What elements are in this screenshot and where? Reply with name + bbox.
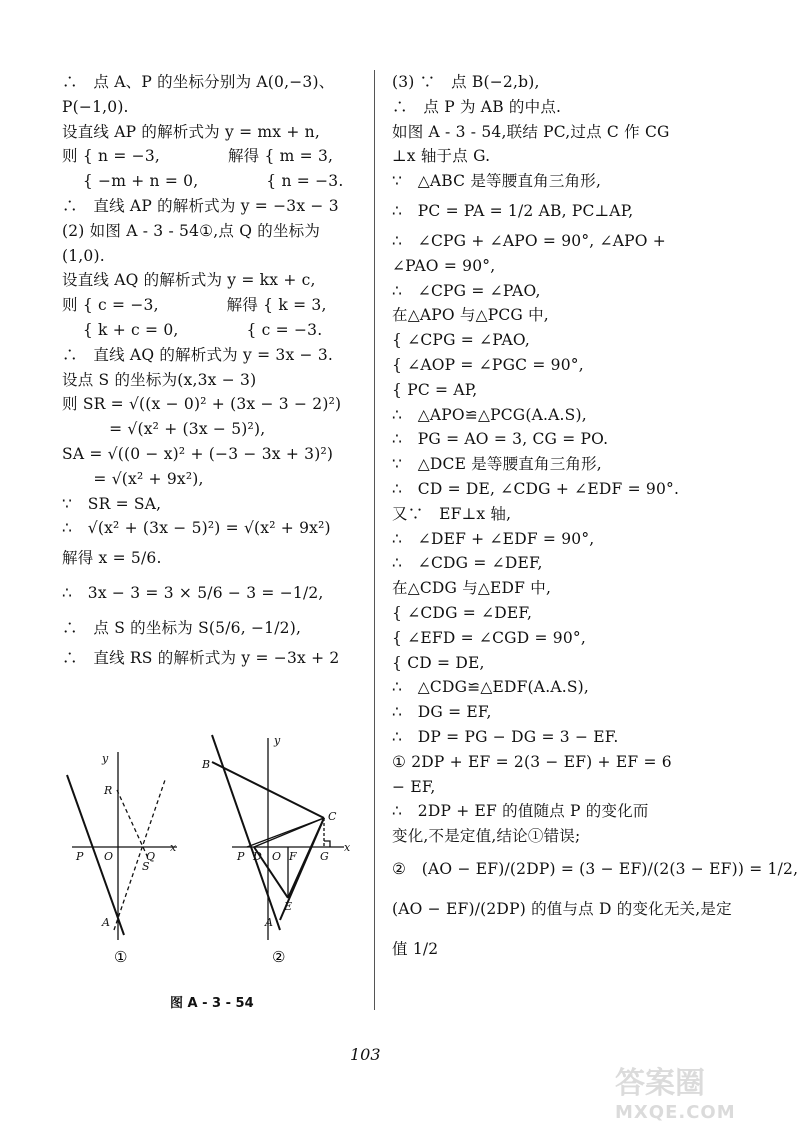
left-line: ∴ 点 S 的坐标为 S(5/6, −1/2), [62,619,302,638]
left-line: { k + c = 0, { c = −3. [62,320,323,339]
fig1-label-x: x [170,841,177,854]
left-line: 设直线 AQ 的解析式为 y = kx + c, [62,271,316,290]
left-line: 则 SR = √((x − 0)² + (3x − 3 − 2)²) [62,395,342,414]
right-line: ∴ ∠DEF + ∠EDF = 90°, [392,529,595,548]
fig2-number: ② [272,948,286,966]
right-line: ∴ ∠CPG + ∠APO = 90°, ∠APO + [392,231,666,250]
figure-2 [212,735,344,940]
right-line: (3) ∵ 点 B(−2,b), [392,73,540,91]
left-column [62,70,360,671]
right-line: ∴ △APO≌△PCG(A.A.S), [392,405,587,424]
left-line: 则 { c = −3, 解得 { k = 3, [62,296,327,315]
right-line: ∴ DP = PG − DG = 3 − EF. [392,727,619,746]
fig1-label-q: Q [146,850,156,863]
left-line: 设点 S 的坐标为(x,3x − 3) [62,370,257,389]
left-line: ∴ 点 A、P 的坐标分别为 A(0,−3)、 [62,73,335,91]
right-line: ∠PAO = 90°, [392,256,496,275]
right-angle-g [324,841,330,847]
right-line: ∴ PG = AO = 3, CG = PO. [392,430,609,449]
fig1-label-r: R [104,784,113,797]
left-line: 设直线 AP 的解析式为 y = mx + n, [62,122,320,141]
fig2-label-p: P [237,850,245,863]
right-line: { ∠EFD = ∠CGD = 90°, [392,628,587,647]
fig1-label-y: y [102,752,109,765]
right-line: 在△CDG 与△EDF 中, [392,579,552,598]
fig2-label-x: x [344,841,351,854]
right-line: 又∵ EF⊥x 轴, [392,504,512,523]
right-line: ∴ 2DP + EF 的值随点 P 的变化而 [392,802,649,821]
fig1-label-a: A [102,916,110,929]
right-line: (AO − EF)/(2DP) 的值与点 D 的变化无关,是定 [392,899,732,918]
left-line: = √(x² + 9x²), [62,469,204,488]
column-divider [374,70,375,1010]
right-line: ∴ 点 P 为 AB 的中点. [392,97,562,116]
fig1-label-p: P [76,850,84,863]
right-line: 如图 A - 3 - 54,联结 PC,过点 C 作 CG [392,122,670,141]
right-line: ∴ PC = PA = 1/2 AB, PC⊥AP, [392,201,634,220]
right-line: ∵ △ABC 是等腰直角三角形, [392,172,602,191]
fig2-label-c: C [328,810,337,823]
line-rs [117,790,148,858]
right-line: − EF, [392,777,436,796]
figure-2-labels [201,734,351,929]
right-column [392,70,798,969]
watermark [615,1058,745,1123]
watermark-line-1: 答案圈 [615,1066,705,1101]
fig2-label-y: y [274,734,281,747]
geometry-figures [62,730,362,990]
right-line: ∵ △DCE 是等腰直角三角形, [392,455,602,474]
fig2-label-o: O [272,850,282,863]
right-line: { CD = DE, [392,653,485,672]
left-line: ∴ 直线 AP 的解析式为 y = −3x − 3 [62,196,339,215]
right-line: ⊥x 轴于点 G. [392,147,491,166]
right-line: 变化,不是定值,结论①错误; [392,827,581,846]
right-line: ∴ DG = EF, [392,703,492,722]
right-line: ∴ ∠CDG = ∠DEF, [392,554,543,573]
watermark-line-2: MXQE.COM [615,1102,736,1123]
fig2-label-e: E [284,900,293,913]
right-line: { PC = AP, [392,380,478,399]
right-line: ① 2DP + EF = 2(3 − EF) + EF = 6 [392,752,672,771]
left-line: ∴ √(x² + (3x − 5)²) = √(x² + 9x²) [62,519,331,538]
figure-1 [67,752,177,940]
fig1-number: ① [114,948,128,966]
right-line: ② (AO − EF)/(2DP) = (3 − EF)/(2(3 − EF)) = 1/2, [392,859,798,878]
right-line: ∴ △CDG≌△EDF(A.A.S), [392,678,590,697]
left-line: ∴ 直线 RS 的解析式为 y = −3x + 2 [62,649,340,668]
left-line: ∴ 直线 AQ 的解析式为 y = 3x − 3. [62,345,334,364]
right-line: 值 1/2 [392,939,439,958]
page-number: 103 [350,1045,381,1064]
fig1-label-s: S [142,860,150,873]
right-line: 在△APO 与△PCG 中, [392,306,549,325]
figure-caption: 图 A - 3 - 54 [170,996,254,1011]
fig2-label-f: F [289,850,297,863]
left-line: 解得 x = 5/6. [62,549,162,568]
fig2-label-g: G [320,850,329,863]
right-line: { ∠AOP = ∠PGC = 90°, [392,355,584,374]
left-line: { −m + n = 0, { n = −3. [62,172,344,191]
figure-a-3-54 [62,730,362,1020]
right-line: ∴ CD = DE, ∠CDG + ∠EDF = 90°. [392,479,680,498]
left-line: = √(x² + (3x − 5)²), [62,420,266,439]
left-line: ∴ 3x − 3 = 3 × 5/6 − 3 = −1/2, [62,584,324,603]
left-line: (1,0). [62,246,105,265]
right-line: { ∠CPG = ∠PAO, [392,331,531,350]
line-ab [212,735,280,930]
fig1-label-o: O [104,850,114,863]
fig2-label-b: B [202,758,211,771]
right-line: ∴ ∠CPG = ∠PAO, [392,281,541,300]
left-line: 则 { n = −3, 解得 { m = 3, [62,147,334,166]
fig2-label-a: A [265,916,273,929]
left-line: SA = √((0 − x)² + (−3 − 3x + 3)²) [62,444,334,463]
fig2-label-d: D [253,850,262,863]
line-aq [114,780,165,930]
left-line: (2) 如图 A - 3 - 54①,点 Q 的坐标为 [62,221,321,240]
left-line: ∵ SR = SA, [62,494,162,513]
left-line: P(−1,0). [62,97,129,116]
right-line: { ∠CDG = ∠DEF, [392,603,533,622]
